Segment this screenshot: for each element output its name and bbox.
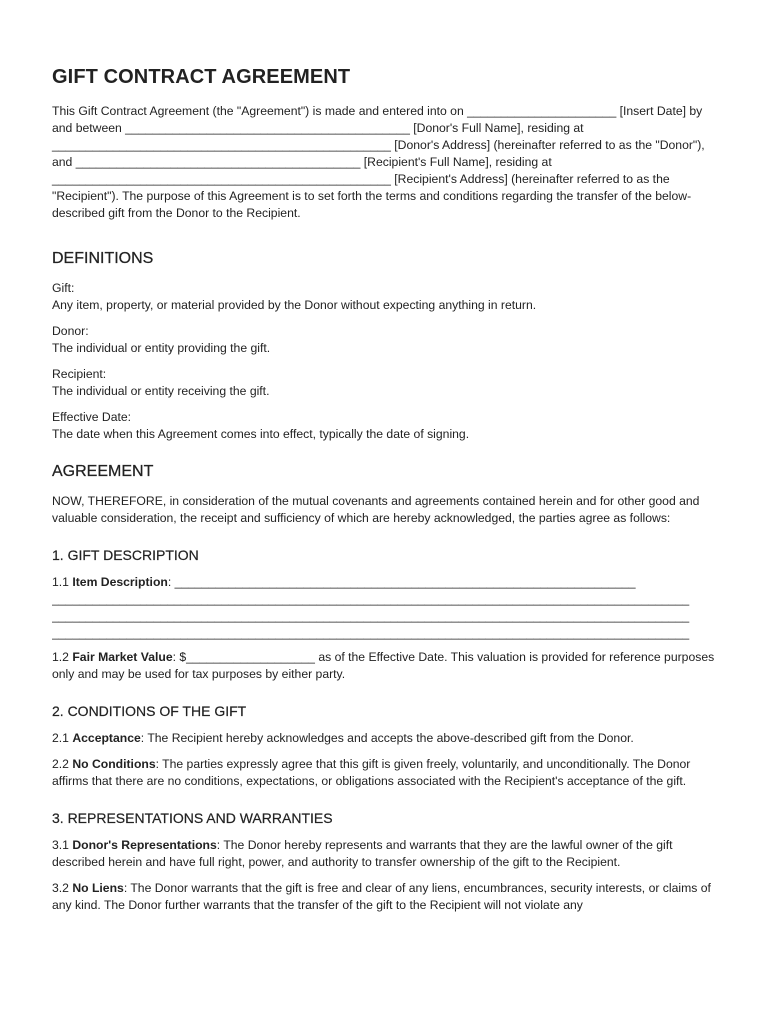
- intro-paragraph: This Gift Contract Agreement (the "Agreement") is made and entered into on ______________________ [Insert Date] by and between __________________________________________ [Donor's Full Name], residing at __________________________________________________ [Donor's Address] (hereinafter referred to as the "Donor"), and __________________________________________ [Recipient's Full Name], residing at __________________________________________________ [Recipient's Address] (hereinafter referred to as the "Recipient"). The purpose of this Agreement is to set forth the terms and conditions regarding the transfer of the below-described gift from the Donor to the Recipient.: [52, 104, 705, 220]
- blank-line: ______________________________________________________________________________________________: [52, 609, 690, 623]
- document-title: GIFT CONTRACT AGREEMENT: [52, 66, 351, 88]
- fair-market-value-clause: [52, 649, 720, 683]
- clause-label: Acceptance: [72, 731, 141, 745]
- donor-representations-clause: [52, 837, 720, 871]
- definition-term: Donor:: [52, 324, 89, 338]
- clause-number: 2.2: [52, 757, 73, 771]
- definitions-list: [52, 280, 720, 443]
- conditions-heading: 2. CONDITIONS OF THE GIFT: [52, 703, 247, 719]
- clause-label: No Liens: [72, 881, 124, 895]
- clause-number: 3.2: [52, 881, 73, 895]
- definitions-heading: DEFINITIONS: [52, 250, 154, 267]
- item-description-clause: [52, 574, 720, 591]
- definition-desc: The individual or entity receiving the gift.: [52, 384, 270, 398]
- blank-line: ______________________________________________________________________________________________: [52, 626, 690, 640]
- clause-text: : The Donor warrants that the gift is free and clear of any liens, encumbrances, security interests, or claims of any kind. The Donor further warrants that the transfer of the gift to the Recipient will not violate any: [52, 881, 711, 912]
- acceptance-clause: [52, 730, 720, 747]
- definition-desc: The individual or entity providing the gift.: [52, 341, 271, 355]
- clause-number: 2.1: [52, 731, 73, 745]
- gift-description-heading: 1. GIFT DESCRIPTION: [52, 547, 199, 563]
- definition-term: Effective Date:: [52, 410, 132, 424]
- clause-label: Fair Market Value: [72, 650, 173, 664]
- agreement-paragraph: NOW, THEREFORE, in consideration of the mutual covenants and agreements contained herein and for other good and valuable consideration, the receipt and sufficiency of which are hereby acknowledged, the parties agree as follows:: [52, 494, 700, 525]
- clause-label: Donor's Representations: [72, 838, 217, 852]
- item-description-blank: : ____________________________________________________________________: [167, 575, 636, 589]
- clause-text: : $___________________ as of the Effective Date. This valuation is provided for reference purposes only and may be used for tax purposes by either party.: [52, 650, 715, 681]
- definition-desc: Any item, property, or material provided by the Donor without expecting anything in return.: [52, 298, 537, 312]
- agreement-heading: AGREEMENT: [52, 463, 154, 480]
- no-liens-clause: [52, 880, 720, 914]
- definition-item: [52, 409, 720, 443]
- definition-desc: The date when this Agreement comes into effect, typically the date of signing.: [52, 427, 470, 441]
- definition-item: [52, 366, 720, 400]
- clause-label: Item Description: [72, 575, 168, 589]
- definition-term: Gift:: [52, 281, 75, 295]
- definition-item: [52, 280, 720, 314]
- clause-number: 1.2: [52, 650, 73, 664]
- document-page: [52, 66, 720, 914]
- blank-line: ______________________________________________________________________________________________: [52, 592, 690, 606]
- clause-text: : The Recipient hereby acknowledges and accepts the above-described gift from the Donor.: [140, 731, 634, 745]
- clause-number: 3.1: [52, 838, 73, 852]
- no-conditions-clause: [52, 756, 720, 790]
- clause-label: No Conditions: [72, 757, 156, 771]
- clause-text: : The parties expressly agree that this gift is given freely, voluntarily, and unconditionally. The Donor affirms that there are no conditions, expectations, or obligations associated with the Recipient's acceptance of the gift.: [52, 757, 691, 788]
- definition-term: Recipient:: [52, 367, 107, 381]
- clause-text: : The Donor hereby represents and warrants that they are the lawful owner of the gift described herein and have full right, power, and authority to transfer ownership of the gift to the Recipient.: [52, 838, 673, 869]
- definition-item: [52, 323, 720, 357]
- clause-number: 1.1: [52, 575, 73, 589]
- representations-heading: 3. REPRESENTATIONS AND WARRANTIES: [52, 810, 333, 826]
